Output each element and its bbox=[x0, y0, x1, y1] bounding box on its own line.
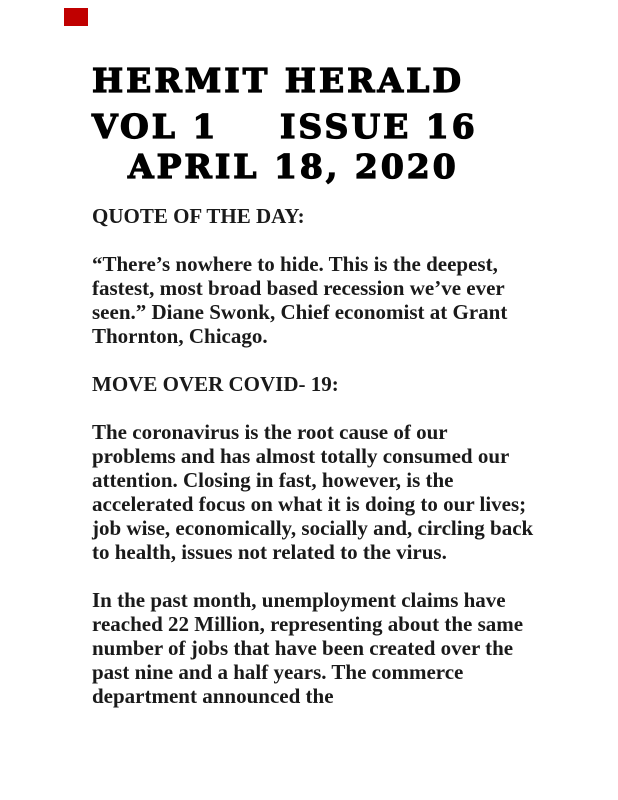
masthead-volume: VOL 1 bbox=[92, 107, 219, 146]
masthead-date: APRIL 18, 2020 bbox=[128, 147, 459, 186]
masthead-issue: ISSUE 16 bbox=[280, 107, 478, 146]
masthead-title: HERMIT HERALD bbox=[92, 61, 464, 100]
section-heading-quote-of-the-day: QUOTE OF THE DAY: bbox=[92, 204, 305, 228]
section-heading-move-over-covid: MOVE OVER COVID- 19: bbox=[92, 372, 339, 396]
article-body bbox=[92, 204, 534, 708]
paragraph-unemployment: In the past month, unemployment claims have reached 22 Million, representing about the same number of jobs that have been created over the past nine and a half years. The commerce department announced the bbox=[92, 588, 524, 708]
paragraph-coronavirus: The coronavirus is the root cause of our problems and has almost totally consumed our attention. Closing in fast, however, is the accelerated focus on what it is doing to our lives; job wise, economically, socially and, circling back to health, issues not related to the virus. bbox=[92, 420, 534, 564]
red-marker bbox=[64, 8, 88, 26]
paragraph-quote: “There’s nowhere to hide. This is the deepest, fastest, most broad based recession we’ve ever seen.” Diane Swonk, Chief economist at Grant Thornton, Chicago. bbox=[92, 252, 508, 348]
